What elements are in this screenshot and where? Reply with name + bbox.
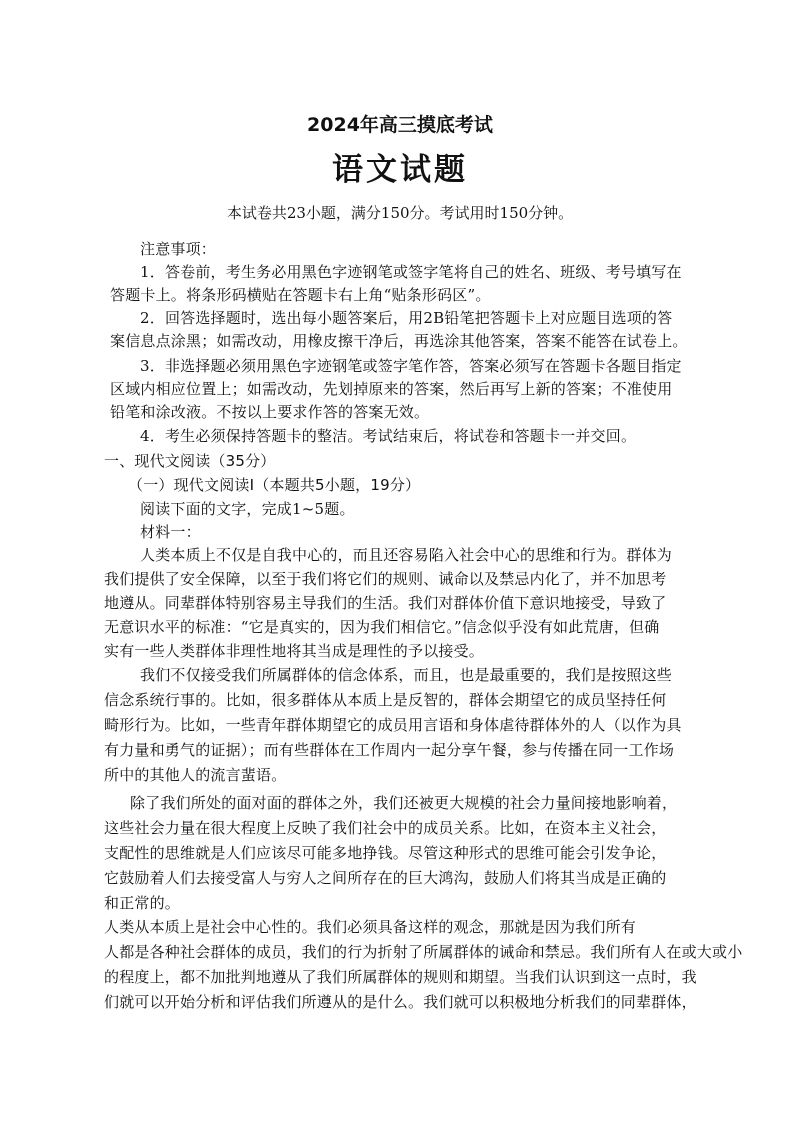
notice-line: 答题卡上。将条形码横贴在答题卡右上角“贴条形码区”。 bbox=[110, 286, 491, 304]
passage-line: 实有一些人类群体非理性地将其当成是理性的予以接受。 bbox=[104, 642, 485, 660]
passage-line: 人都是各种社会群体的成员，我们的行为折射了所属群体的诫命和禁忌。我们所有人在或大或小 bbox=[104, 943, 743, 961]
section-subheading: （一）现代文阅读Ⅰ（本题共5小题，19分） bbox=[128, 476, 421, 494]
exam-title: 2024年高三摸底考试 bbox=[307, 114, 493, 136]
material-label: 材料一： bbox=[140, 523, 201, 541]
passage-line: 信念系统行事的。比如，很多群体从本质上是反智的，群体会期望它的成员坚持任何 bbox=[104, 691, 667, 709]
subject-title: 语文试题 bbox=[332, 152, 468, 188]
passage-line: 人类从本质上是社会中心性的。我们必须具备这样的观念，那就是因为我们所有 bbox=[104, 918, 637, 936]
passage-line: 和正常的。 bbox=[104, 894, 181, 912]
notice-line: 2．回答选择题时，选出每小题答案后，用2B铅笔把答题卡上对应题目选项的答 bbox=[140, 309, 673, 327]
notice-line: 4．考生必须保持答题卡的整洁。考试结束后，将试卷和答题卡一并交回。 bbox=[140, 427, 637, 445]
passage-line: 我们提供了安全保障，以至于我们将它们的规则、诫命以及禁忌内化了，并不加思考 bbox=[104, 570, 667, 588]
passage-line: 除了我们所处的面对面的群体之外，我们还被更大规模的社会力量间接地影响着， bbox=[130, 794, 678, 812]
section-heading: 一、现代文阅读（35分） bbox=[104, 452, 276, 470]
exam-info: 本试卷共23小题，满分150分。考试用时150分钟。 bbox=[226, 204, 574, 222]
passage-line: 地遵从。同辈群体特别容易主导我们的生活。我们对群体价值下意识地接受，导致了 bbox=[104, 594, 667, 612]
notice-line: 区域内相应位置上；如需改动，先划掉原来的答案，然后再写上新的答案；不准使用 bbox=[110, 380, 673, 398]
passage-line: 人类本质上不仅是自我中心的，而且还容易陷入社会中心的思维和行为。群体为 bbox=[140, 546, 673, 564]
reading-instruction: 阅读下面的文字，完成1~5题。 bbox=[140, 500, 355, 518]
notice-heading: 注意事项： bbox=[140, 240, 217, 258]
passage-line: 所中的其他人的流言蜚语。 bbox=[104, 766, 287, 784]
passage-line: 畸形行为。比如，一些青年群体期望它的成员用言语和身体虐待群体外的人（以作为具 bbox=[104, 716, 682, 734]
passage-line: 这些社会力量在很大程度上反映了我们社会中的成员关系。比如，在资本主义社会， bbox=[104, 819, 667, 837]
notice-line: 3．非选择题必须用黑色字迹钢笔或签字笔作答，答案必须写在答题卡各题目指定 bbox=[140, 357, 682, 375]
passage-line: 有力量和勇气的证据）；而有些群体在工作周内一起分享午餐，参与传播在同一工作场 bbox=[104, 741, 675, 759]
passage-line: 支配性的思维就是人们应该尽可能多地挣钱。尽管这种形式的思维可能会引发争论， bbox=[104, 844, 667, 862]
notice-line: 铅笔和涂改液。不按以上要求作答的答案无效。 bbox=[110, 403, 430, 421]
passage-line: 们就可以开始分析和评估我们所遵从的是什么。我们就可以积极地分析我们的同辈群体， bbox=[104, 993, 697, 1011]
passage-line: 的程度上，都不加批判地遵从了我们所属群体的规则和期望。当我们认识到这一点时，我 bbox=[104, 968, 697, 986]
notice-line: 1．答卷前，考生务必用黑色字迹钢笔或签字笔将自己的姓名、班级、考号填写在 bbox=[140, 263, 682, 281]
notice-line: 案信息点涂黑；如需改动，用橡皮擦干净后，再选涂其他答案，答案不能答在试卷上。 bbox=[110, 332, 688, 350]
passage-line: 我们不仅接受我们所属群体的信念体系，而且，也是最重要的，我们是按照这些 bbox=[140, 666, 673, 684]
passage-line: 它鼓励着人们去接受富人与穷人之间所存在的巨大鸿沟，鼓励人们将其当成是正确的 bbox=[104, 869, 667, 887]
passage-line: 无意识水平的标准：“它是真实的，因为我们相信它。”信念似乎没有如此荒唐，但确 bbox=[104, 618, 660, 636]
